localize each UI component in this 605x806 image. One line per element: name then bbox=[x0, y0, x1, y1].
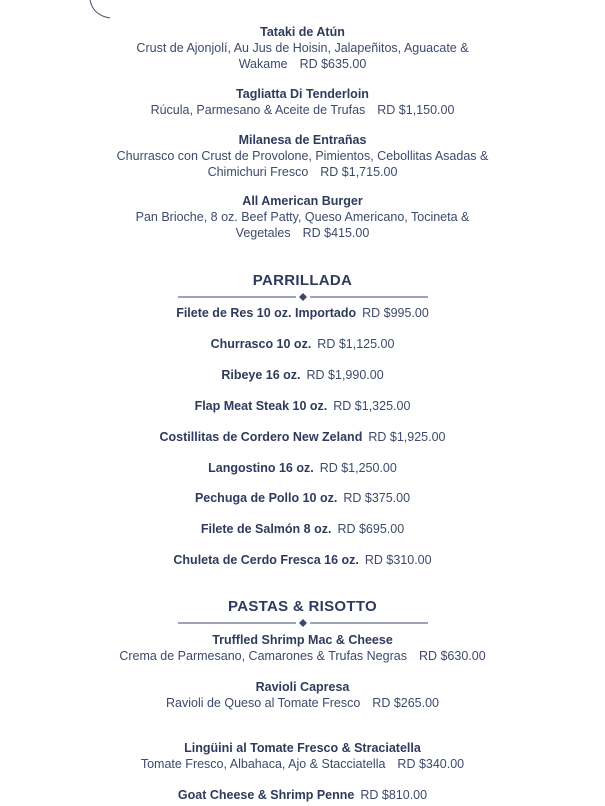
item-description: Tomate Fresco, Albahaca, Ajo & Stacciatella bbox=[140, 757, 386, 771]
item-name: Tataki de Atún bbox=[260, 25, 345, 39]
item-price: RD $630.00 bbox=[418, 649, 486, 663]
section-title: PARRILLADA bbox=[252, 272, 353, 289]
menu-item bbox=[0, 632, 605, 664]
item-price: RD $1,150.00 bbox=[377, 103, 455, 117]
menu-item bbox=[0, 132, 605, 180]
item-name: Milanesa de Entrañas bbox=[238, 133, 367, 147]
page-curl-decoration bbox=[88, 0, 128, 22]
item-name: Langostino 16 oz. bbox=[208, 461, 314, 475]
item-price: RD $1,250.00 bbox=[319, 461, 397, 475]
section-header-pastas-risotto bbox=[0, 598, 605, 628]
item-price: RD $340.00 bbox=[397, 757, 465, 771]
item-name: Truffled Shrimp Mac & Cheese bbox=[212, 633, 393, 647]
item-description: Chimichuri Fresco bbox=[207, 165, 309, 179]
item-name: Ribeye 16 oz. bbox=[221, 368, 301, 382]
menu-item bbox=[0, 193, 605, 241]
menu-item bbox=[0, 490, 605, 506]
item-price: RD $1,715.00 bbox=[320, 165, 398, 179]
menu-item bbox=[0, 429, 605, 445]
item-description: Vegetales bbox=[235, 226, 291, 240]
ornamental-divider bbox=[178, 292, 428, 302]
item-price: RD $1,325.00 bbox=[333, 399, 411, 413]
item-description: Crust de Ajonjolí, Au Jus de Hoisin, Jalapeñitos, Aguacate & bbox=[136, 41, 469, 55]
item-name: Chuleta de Cerdo Fresca 16 oz. bbox=[173, 553, 359, 567]
item-price: RD $1,125.00 bbox=[317, 337, 395, 351]
item-name: Pechuga de Pollo 10 oz. bbox=[194, 491, 338, 505]
menu-item bbox=[0, 305, 605, 321]
menu-item bbox=[0, 336, 605, 352]
item-name: Lingüini al Tomate Fresco & Straciatella bbox=[184, 741, 421, 755]
item-name: Churrasco 10 oz. bbox=[210, 337, 312, 351]
menu-item bbox=[0, 398, 605, 414]
item-name: Filete de Salmón 8 oz. bbox=[200, 522, 332, 536]
section-header-parrillada bbox=[0, 272, 605, 302]
item-name: Filete de Res 10 oz. Importado bbox=[176, 306, 357, 320]
menu-item bbox=[0, 521, 605, 537]
item-description: Ravioli de Queso al Tomate Fresco bbox=[165, 696, 361, 710]
section-title: PASTAS & RISOTTO bbox=[228, 598, 377, 615]
item-price: RD $1,990.00 bbox=[306, 368, 384, 382]
item-description: Wakame bbox=[238, 57, 288, 71]
item-price: RD $1,925.00 bbox=[368, 430, 446, 444]
item-name: Ravioli Capresa bbox=[255, 680, 350, 694]
item-price: RD $415.00 bbox=[302, 226, 370, 240]
menu-item bbox=[0, 460, 605, 476]
item-price: RD $375.00 bbox=[343, 491, 411, 505]
item-description: Pan Brioche, 8 oz. Beef Patty, Queso Americano, Tocineta & bbox=[135, 210, 470, 224]
ornamental-divider bbox=[178, 618, 428, 628]
item-price: RD $635.00 bbox=[299, 57, 367, 71]
item-price: RD $695.00 bbox=[337, 522, 405, 536]
item-name: Goat Cheese & Shrimp Penne bbox=[177, 788, 355, 802]
item-price: RD $810.00 bbox=[360, 788, 428, 802]
menu-item bbox=[0, 86, 605, 118]
item-description: Rúcula, Parmesano & Aceite de Trufas bbox=[150, 103, 366, 117]
item-price: RD $310.00 bbox=[364, 553, 432, 567]
menu-item bbox=[0, 552, 605, 568]
menu-item bbox=[0, 787, 605, 803]
menu-item bbox=[0, 679, 605, 711]
item-name: Costillitas de Cordero New Zeland bbox=[159, 430, 363, 444]
item-description: Churrasco con Crust de Provolone, Pimientos, Cebollitas Asadas & bbox=[116, 149, 489, 163]
menu-item bbox=[0, 24, 605, 72]
menu-item bbox=[0, 367, 605, 383]
item-price: RD $995.00 bbox=[362, 306, 429, 320]
menu-item bbox=[0, 740, 605, 772]
item-name: Tagliatta Di Tenderloin bbox=[236, 87, 369, 101]
item-description: Crema de Parmesano, Camarones & Trufas Negras bbox=[119, 649, 407, 663]
item-name: All American Burger bbox=[242, 194, 363, 208]
item-name: Flap Meat Steak 10 oz. bbox=[194, 399, 328, 413]
item-price: RD $265.00 bbox=[372, 696, 440, 710]
